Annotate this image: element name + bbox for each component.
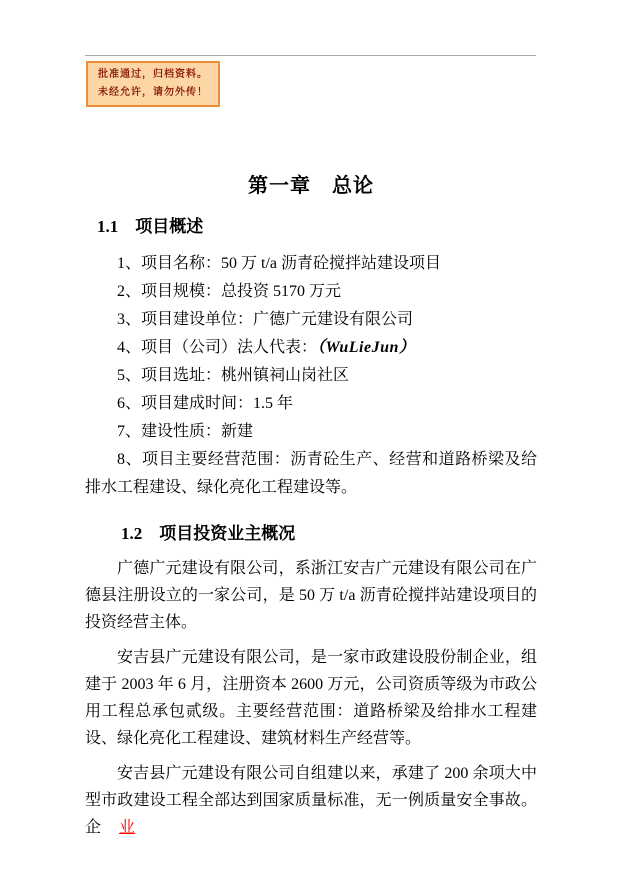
- stamp-line-1: 批准通过，归档资料。: [98, 69, 208, 81]
- paragraph: 广德广元建设有限公司，系浙江安吉广元建设有限公司在广德县注册设立的一家公司，是 50 万 t/a 沥青砼搅拌站建设项目的投资经营主体。: [85, 560, 537, 631]
- paragraph: [85, 760, 537, 841]
- chapter-title: 第一章 总论: [248, 175, 374, 197]
- list-item: 1、项目名称：50 万 t/a 沥青砼搅拌站建设项目: [117, 255, 441, 272]
- signature-script: （WuLieJun）: [317, 339, 416, 356]
- section-heading-1-2: 1.2 项目投资业主概况: [121, 524, 296, 543]
- project-overview-list: [85, 250, 537, 502]
- document-content: [85, 0, 537, 841]
- list-item: 6、项目建成时间：1.5 年: [117, 395, 294, 412]
- list-item: 2、项目规模：总投资 5170 万元: [117, 283, 342, 300]
- paragraph-text: 安吉县广元建设有限公司自组建以来，承建了 200 余项大中型市政建设工程全部达到国家质量标准，无一例质量安全事故。企: [85, 765, 537, 836]
- list-item: 5、项目选址：桃州镇祠山岗社区: [117, 367, 350, 384]
- stamp-line-2: 未经允许，请勿外传！: [98, 86, 208, 98]
- list-item-label: 4、项目（公司）法人代表：: [117, 339, 318, 356]
- list-item: 7、建设性质：新建: [117, 423, 254, 440]
- continued-text-link[interactable]: 业: [119, 819, 136, 836]
- paragraph: 安吉县广元建设有限公司，是一家市政建设股份制企业，组建于 2003 年 6 月，注册资本 2600 万元，公司资质等级为市政公用工程总承包贰级。主要经营范围：道路桥梁及给排水工程建设、绿化亮化工程建设、建筑材料生产经营等。: [85, 649, 537, 747]
- list-item: 3、项目建设单位：广德广元建设有限公司: [117, 311, 414, 328]
- section-heading-1-1: 1.1 项目概述: [97, 217, 204, 236]
- list-item-legal-rep: [85, 334, 537, 362]
- list-item: 8、项目主要经营范围：沥青砼生产、经营和道路桥梁及给排水工程建设、绿化亮化工程建设等。: [85, 451, 537, 496]
